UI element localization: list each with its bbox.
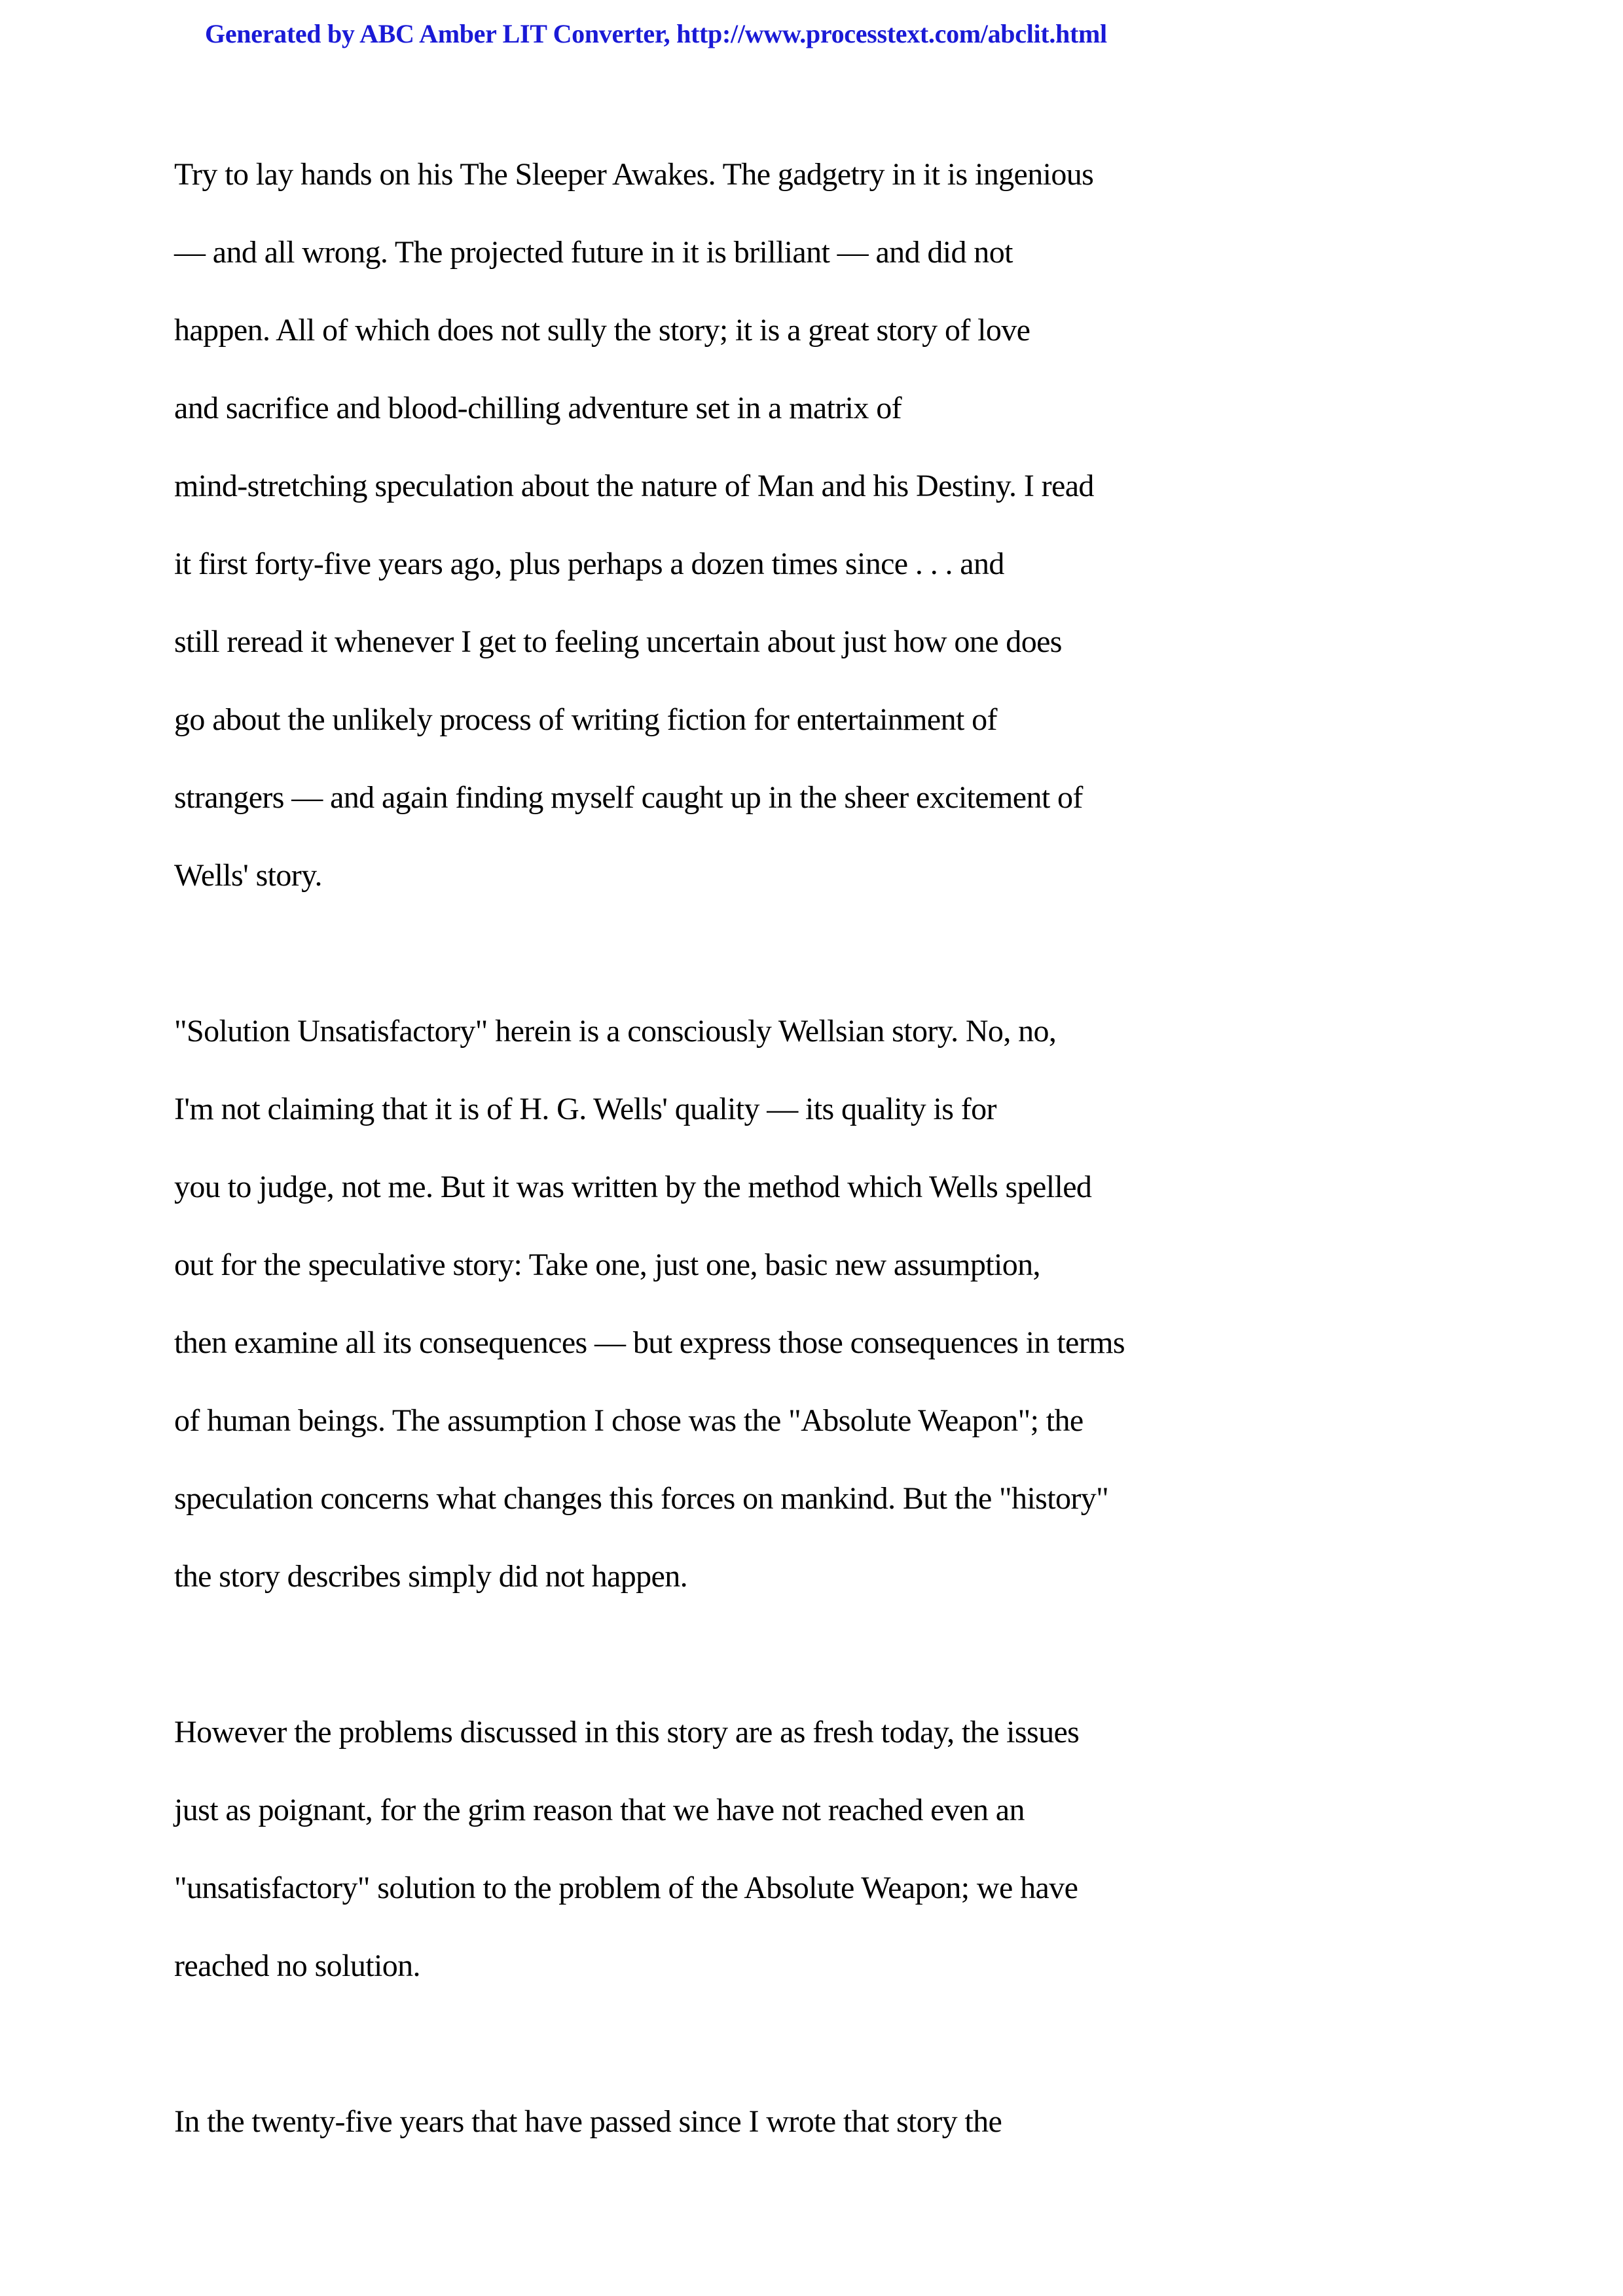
paragraph-2-line-6: of human beings. The assumption I chose was the "Absolute Weapon"; the [174,1403,1084,1438]
paragraph-3-line-4: reached no solution. [174,1948,420,1983]
paragraph-3-line-1: However the problems discussed in this story are as fresh today, the issues [174,1715,1080,1749]
paragraph-4-line-1: In the twenty-five years that have passed since I wrote that story the [174,2104,1002,2139]
paragraph-1-line-7: still reread it whenever I get to feeling uncertain about just how one does [174,624,1062,659]
paragraph-1-line-6: it first forty-five years ago, plus perhaps a dozen times since . . . and [174,547,1004,581]
paragraph-2-line-4: out for the speculative story: Take one, just one, basic new assumption, [174,1247,1040,1282]
converter-header: Generated by ABC Amber LIT Converter, http://www.processtext.com/abclit.html [205,19,1107,48]
paragraph-2-line-8: the story describes simply did not happen. [174,1559,688,1594]
paragraph-1-line-1: Try to lay hands on his The Sleeper Awakes. The gadgetry in it is ingenious [174,157,1094,192]
paragraph-3-line-2: just as poignant, for the grim reason that we have not reached even an [174,1793,1025,1827]
paragraph-2-line-1: "Solution Unsatisfactory" herein is a consciously Wellsian story. No, no, [174,1014,1057,1049]
paragraph-3-line-3: "unsatisfactory" solution to the problem of the Absolute Weapon; we have [174,1871,1078,1905]
paragraph-1-line-3: happen. All of which does not sully the story; it is a great story of love [174,313,1030,348]
paragraph-2-line-3: you to judge, not me. But it was written by the method which Wells spelled [174,1170,1092,1204]
paragraph-1-line-4: and sacrifice and blood-chilling adventure set in a matrix of [174,391,902,425]
paragraph-2-line-7: speculation concerns what changes this forces on mankind. But the "history" [174,1481,1109,1516]
paragraph-2-line-5: then examine all its consequences — but express those consequences in terms [174,1325,1125,1360]
paragraph-1-line-5: mind-stretching speculation about the nature of Man and his Destiny. I read [174,469,1094,503]
paragraph-1-line-10: Wells' story. [174,858,322,893]
paragraph-1-line-2: — and all wrong. The projected future in it is brilliant — and did not [174,235,1013,270]
paragraph-2-line-2: I'm not claiming that it is of H. G. Wells' quality — its quality is for [174,1092,996,1126]
paragraph-1-line-9: strangers — and again finding myself caught up in the sheer excitement of [174,780,1083,815]
paragraph-1-line-8: go about the unlikely process of writing fiction for entertainment of [174,702,997,737]
